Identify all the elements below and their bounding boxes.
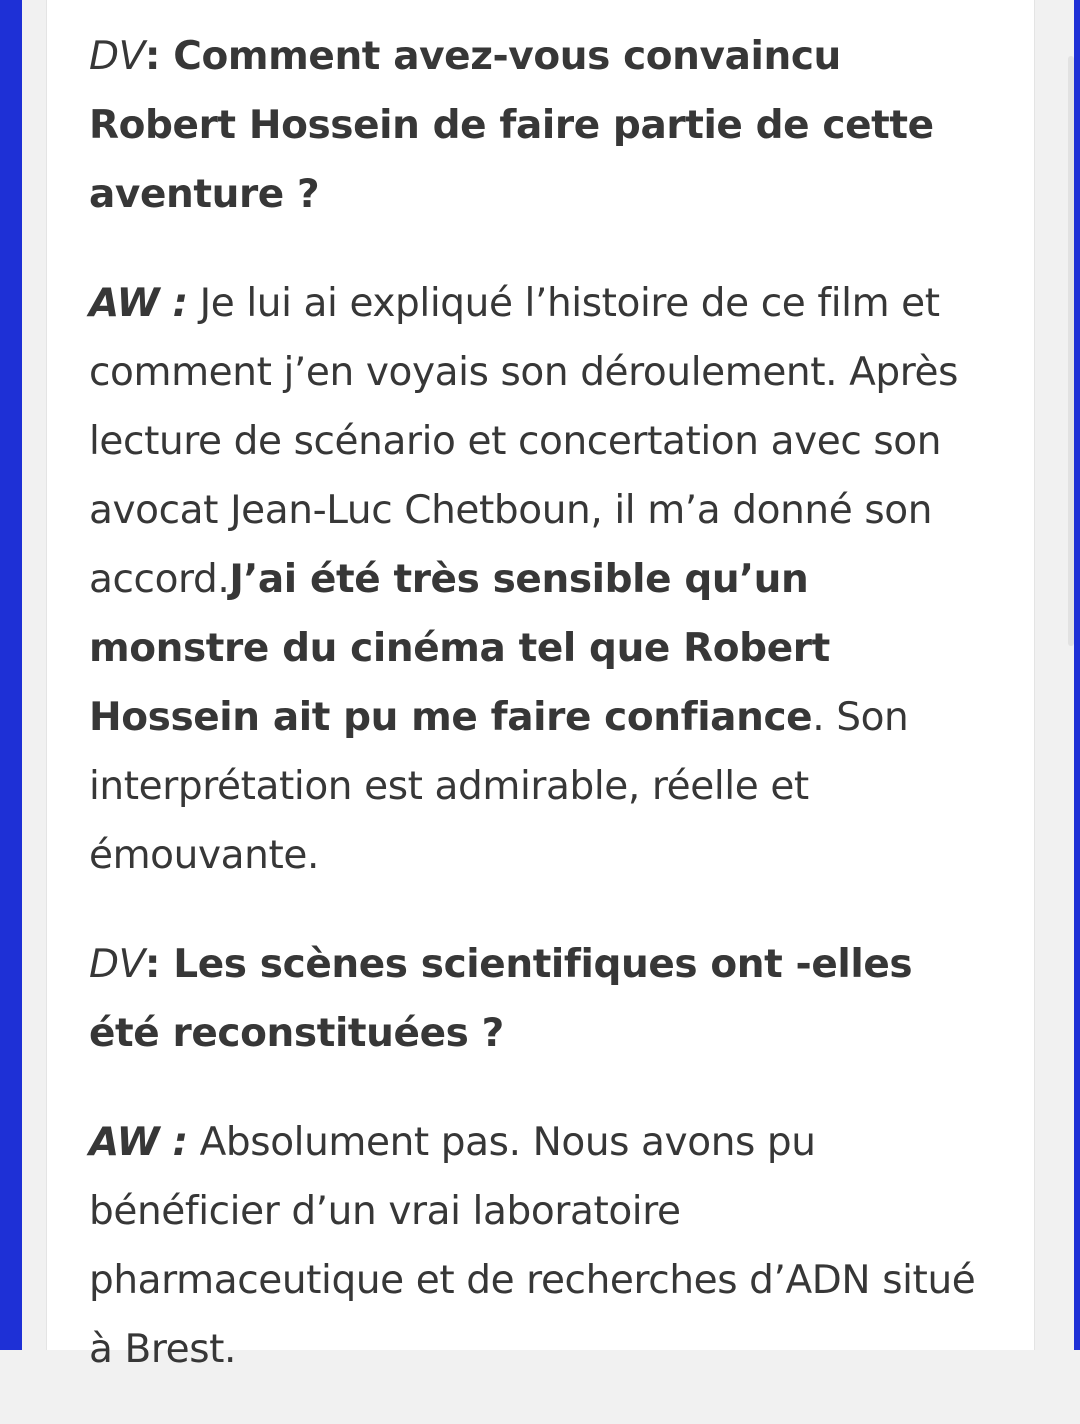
answer-1 bbox=[89, 269, 989, 890]
article-card bbox=[46, 0, 1035, 1372]
speaker-separator: : bbox=[144, 34, 174, 79]
speaker-aw: AW : bbox=[89, 281, 188, 326]
answer-text-end: . Son interprétation est admirable, réelle et émouvante. bbox=[89, 695, 909, 878]
right-edge-bar bbox=[1074, 0, 1080, 1350]
speaker-dv: DV bbox=[89, 942, 145, 987]
interview-body bbox=[89, 22, 989, 1424]
question-text: Comment avez-vous convaincu Robert Hossein de faire partie de cette aventure ? bbox=[89, 34, 934, 217]
question-2 bbox=[89, 930, 989, 1068]
speaker-separator: : bbox=[144, 942, 174, 987]
question-1 bbox=[89, 22, 989, 229]
answer-text: Absolument pas. Nous avons pu bénéficier d’un vrai laboratoire pharmaceutique et de recherches d’ADN situé à Brest. bbox=[89, 1120, 976, 1372]
speaker-aw: AW : bbox=[89, 1120, 188, 1165]
speaker-dv: DV bbox=[89, 34, 145, 79]
answer-text: Je lui ai expliqué l’histoire de ce film et comment j’en voyais son déroulement. Après lecture de scénario et concertation avec son avocat Jean-Luc Chetboun, il m’a donné son accord. bbox=[89, 281, 959, 602]
answer-2 bbox=[89, 1108, 989, 1384]
left-edge-bar bbox=[0, 0, 22, 1350]
scrollbar-thumb[interactable] bbox=[1068, 56, 1074, 646]
question-text: Les scènes scientifiques ont -elles été reconstituées ? bbox=[89, 942, 913, 1056]
answer-highlight: J’ai été très sensible qu’un monstre du cinéma tel que Robert Hossein ait pu me faire confiance bbox=[89, 557, 830, 740]
